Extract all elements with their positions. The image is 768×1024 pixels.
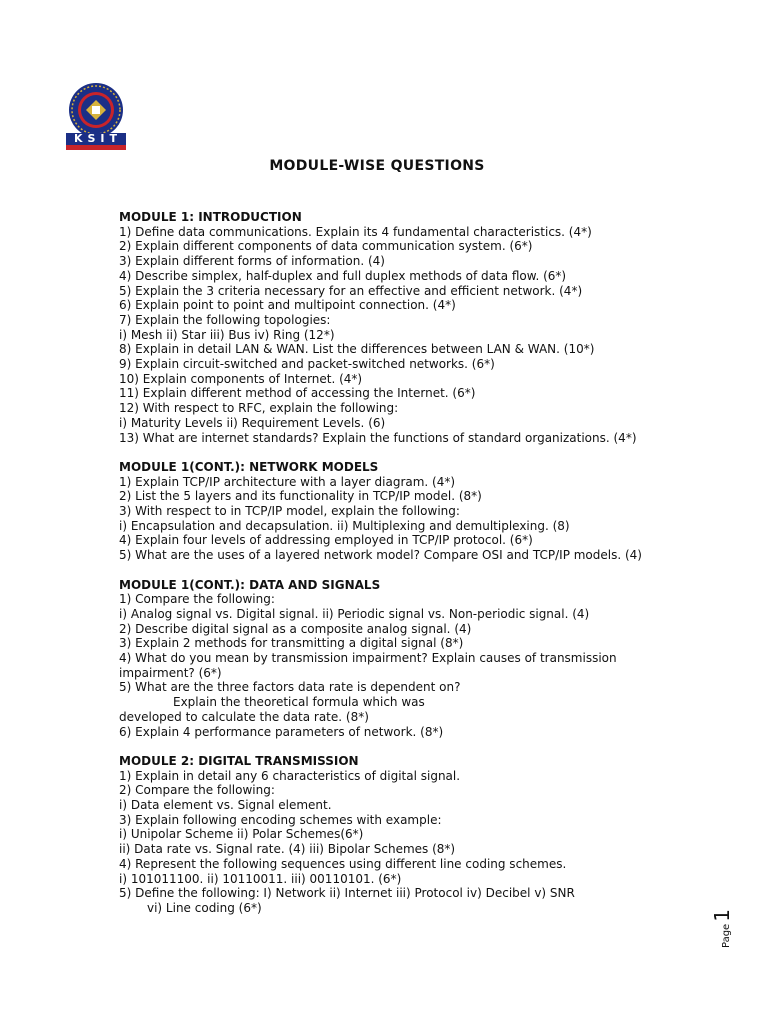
question-line: i) Unipolar Scheme ii) Polar Schemes(6*) xyxy=(119,827,364,842)
question-line: 3) Explain following encoding schemes with example: xyxy=(119,812,442,827)
logo-tagline-bar xyxy=(66,145,126,150)
question-line: 2) List the 5 layers and its functionality in TCP/IP model. (8*) xyxy=(119,489,482,504)
question-line: 1) Explain TCP/IP architecture with a layer diagram. (4*) xyxy=(119,474,456,489)
question-line: i) Encapsulation and decapsulation. ii) Multiplexing and demultiplexing. (8) xyxy=(119,518,570,533)
question-line: 5) Define the following: I) Network ii) Internet iii) Protocol iv) Decibel v) SNR xyxy=(119,886,575,901)
question-line: 12) With respect to RFC, explain the following: xyxy=(119,401,399,416)
module-section xyxy=(119,578,719,740)
institution-emblem-icon xyxy=(68,82,124,138)
page-number: 1 xyxy=(710,909,734,922)
module-heading: MODULE 1(CONT.): DATA AND SIGNALS xyxy=(119,577,381,592)
question-list xyxy=(119,210,719,930)
question-line: 5) What are the uses of a layered network model? Compare OSI and TCP/IP models. (4) xyxy=(119,548,642,563)
question-line: i) Maturity Levels ii) Requirement Levels. (6) xyxy=(119,415,386,430)
module-section xyxy=(119,460,719,563)
module-section xyxy=(119,754,719,916)
page-number-marker xyxy=(710,888,750,948)
question-line: 13) What are internet standards? Explain the functions of standard organizations. (4*) xyxy=(119,430,637,445)
question-line: 2) Describe digital signal as a composite analog signal. (4) xyxy=(119,621,472,636)
question-line: 4) What do you mean by transmission impairment? Explain causes of transmission xyxy=(119,651,617,666)
question-line: 2) Compare the following: xyxy=(119,783,275,798)
question-line: i) Analog signal vs. Digital signal. ii) Periodic signal vs. Non-periodic signal. (4) xyxy=(119,606,590,621)
question-line: 11) Explain different method of accessing the Internet. (6*) xyxy=(119,386,476,401)
question-line: 4) Represent the following sequences using different line coding schemes. xyxy=(119,856,567,871)
question-line: 4) Describe simplex, half-duplex and full duplex methods of data flow. (6*) xyxy=(119,268,567,283)
module-heading: MODULE 1: INTRODUCTION xyxy=(119,210,302,224)
question-line: 6) Explain 4 performance parameters of network. (8*) xyxy=(119,724,444,739)
question-line: i) Data element vs. Signal element. xyxy=(119,798,332,813)
question-line: developed to calculate the data rate. (8*) xyxy=(119,709,369,724)
module-section xyxy=(119,210,719,445)
question-line: 7) Explain the following topologies: xyxy=(119,312,331,327)
question-line: 6) Explain point to point and multipoint connection. (4*) xyxy=(119,298,456,313)
question-line: 5) Explain the 3 criteria necessary for an effective and efficient network. (4*) xyxy=(119,283,583,298)
question-line: 5) What are the three factors data rate is dependent on? xyxy=(119,680,461,695)
question-line: 1) Compare the following: xyxy=(119,592,275,607)
module-heading: MODULE 2: DIGITAL TRANSMISSION xyxy=(119,753,359,768)
module-heading: MODULE 1(CONT.): NETWORK MODELS xyxy=(119,459,379,474)
question-line: 4) Explain four levels of addressing employed in TCP/IP protocol. (6*) xyxy=(119,533,533,548)
question-line: Explain the theoretical formula which was xyxy=(173,695,425,710)
question-line: 8) Explain in detail LAN & WAN. List the differences between LAN & WAN. (10*) xyxy=(119,342,595,357)
question-line: 10) Explain components of Internet. (4*) xyxy=(119,371,363,386)
question-line: 2) Explain different components of data communication system. (6*) xyxy=(119,239,533,254)
question-line: 3) Explain different forms of information. (4) xyxy=(119,254,385,269)
question-line: 3) Explain 2 methods for transmitting a digital signal (8*) xyxy=(119,636,464,651)
logo-text: KSIT xyxy=(66,133,126,145)
question-line: i) 101011100. ii) 10110011. iii) 00110101. (6*) xyxy=(119,871,402,886)
question-line: 1) Explain in detail any 6 characteristics of digital signal. xyxy=(119,768,461,783)
ksit-logo xyxy=(62,82,130,152)
question-line: ii) Data rate vs. Signal rate. (4) iii) Bipolar Schemes (8*) xyxy=(119,842,456,857)
question-line: vi) Line coding (6*) xyxy=(147,901,262,915)
question-line: 9) Explain circuit-switched and packet-switched networks. (6*) xyxy=(119,357,495,372)
question-line: i) Mesh ii) Star iii) Bus iv) Ring (12*) xyxy=(119,327,335,342)
question-line: 1) Define data communications. Explain its 4 fundamental characteristics. (4*) xyxy=(119,224,592,239)
question-line: 3) With respect to in TCP/IP model, explain the following: xyxy=(119,504,460,519)
page-label: Page xyxy=(721,923,732,948)
question-line: impairment? (6*) xyxy=(119,665,222,680)
page-title: MODULE-WISE QUESTIONS xyxy=(269,158,485,174)
